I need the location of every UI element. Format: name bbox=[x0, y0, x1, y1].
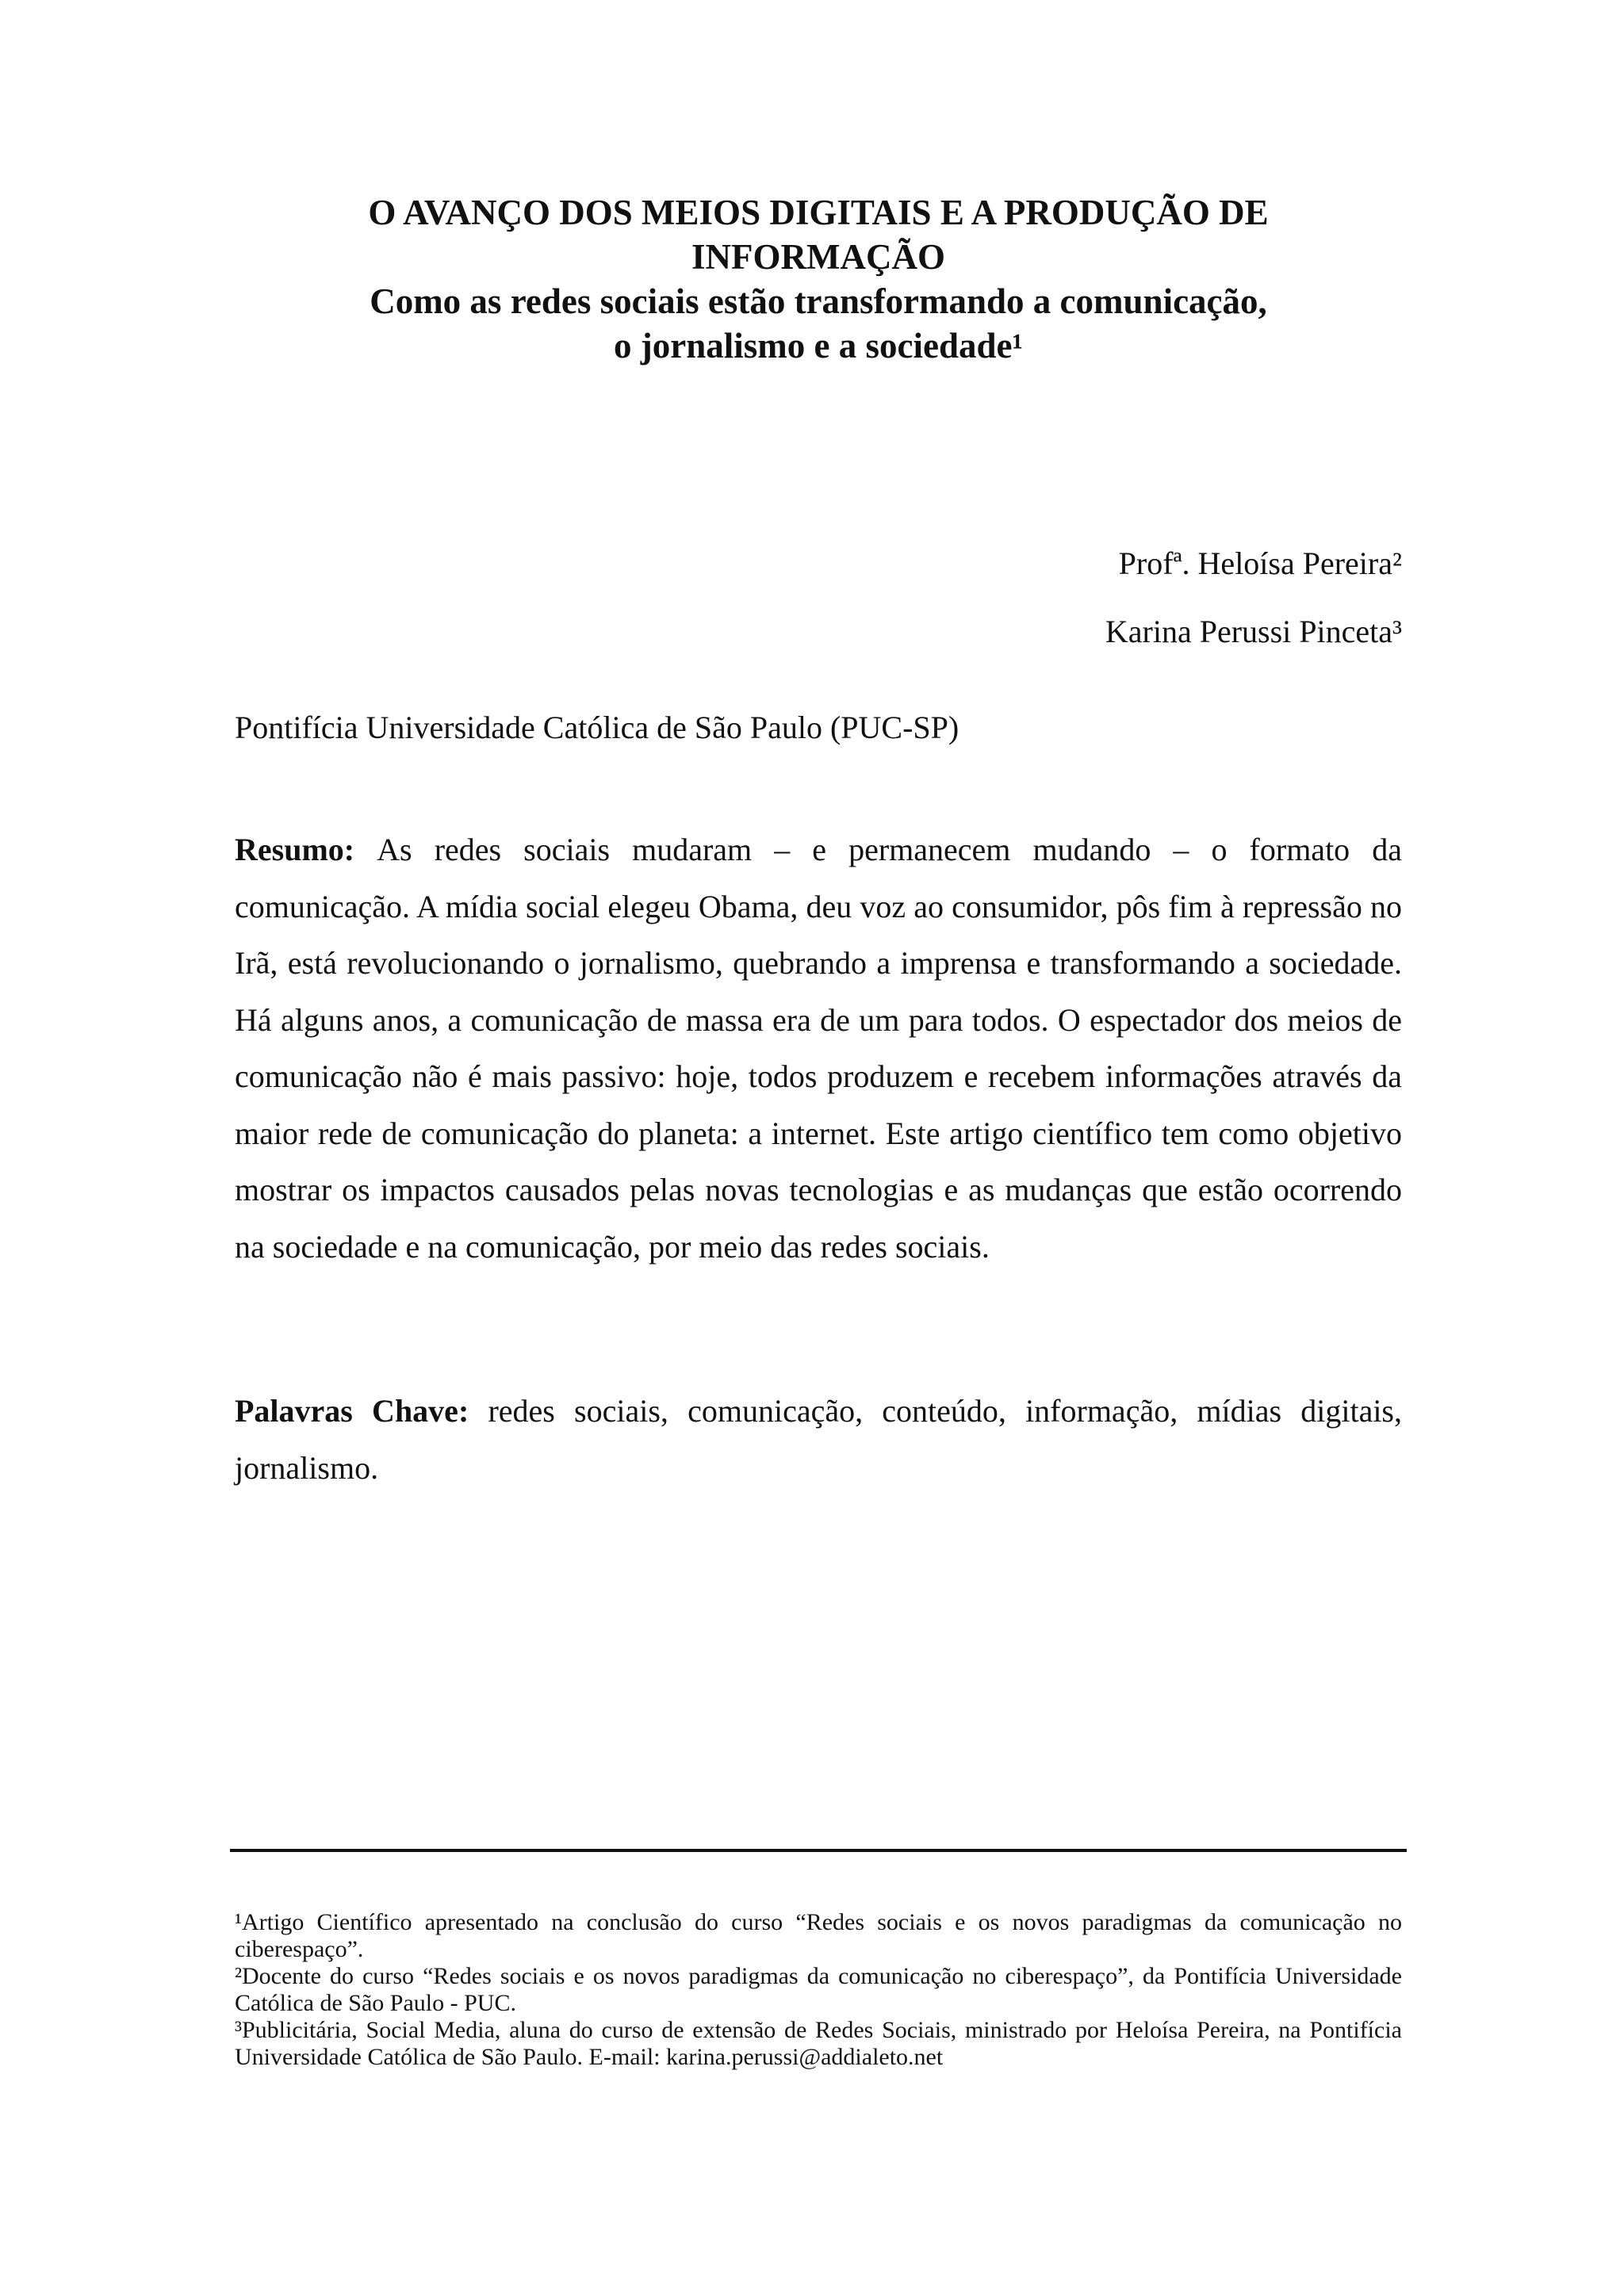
article-title bbox=[235, 190, 1402, 368]
affiliation: Pontifícia Universidade Católica de São Paulo (PUC-SP) bbox=[235, 710, 959, 745]
author-heloisa: Profª. Heloísa Pereira² bbox=[1118, 545, 1402, 581]
footnote-1: ¹Artigo Científico apresentado na conclusão do curso “Redes sociais e os novos paradigmas da comunicação no ciberespaço”. bbox=[235, 1909, 1402, 1962]
abstract-paragraph bbox=[235, 821, 1402, 1275]
abstract-text: As redes sociais mudaram – e permanecem mudando – o formato da comunicação. A mídia social elegeu Obama, deu voz ao consumidor, pôs fim à repressão no Irã, está revolucionando o jornalismo, quebrando a imprensa e transformando a sociedade. Há alguns anos, a comunicação de massa era de um para todos. O espectador dos meios de comunicação não é mais passivo: hoje, todos produzem e recebem informações através da maior rede de comunicação do planeta: a internet. Este artigo científico tem como objetivo mostrar os impactos causados pelas novas tecnologias e as mudanças que estão ocorrendo na sociedade e na comunicação, por meio das redes sociais. bbox=[235, 832, 1402, 1265]
author-karina: Karina Perussi Pinceta³ bbox=[1105, 614, 1402, 649]
author-list bbox=[1105, 530, 1402, 666]
subtitle-line-2: o jornalismo e a sociedade¹ bbox=[614, 326, 1023, 365]
footnote-2: ²Docente do curso “Redes sociais e os novos paradigmas da comunicação no ciberespaço”, da Pontifícia Universidade Católica de São Paulo - PUC. bbox=[235, 1963, 1402, 2016]
subtitle-line-1: Como as redes sociais estão transformando a comunicação, bbox=[370, 281, 1267, 321]
keywords-label: Palavras Chave: bbox=[235, 1393, 488, 1429]
title-line-1: O AVANÇO DOS MEIOS DIGITAIS E A PRODUÇÃO DE bbox=[368, 193, 1269, 232]
title-line-2: INFORMAÇÃO bbox=[691, 237, 945, 277]
abstract-label: Resumo: bbox=[235, 832, 377, 867]
keywords-paragraph bbox=[235, 1383, 1402, 1496]
footnotes bbox=[235, 1909, 1402, 2071]
footnote-separator bbox=[230, 1849, 1407, 1852]
footnote-3: ³Publicitária, Social Media, aluna do curso de extensão de Redes Sociais, ministrado por Heloísa Pereira, na Pontifícia Universidade Católica de São Paulo. E-mail: karina.perussi@addialeto.net bbox=[235, 2017, 1402, 2070]
keywords-text: redes sociais, comunicação, conteúdo, informação, mídias digitais, jornalismo. bbox=[235, 1393, 1402, 1486]
